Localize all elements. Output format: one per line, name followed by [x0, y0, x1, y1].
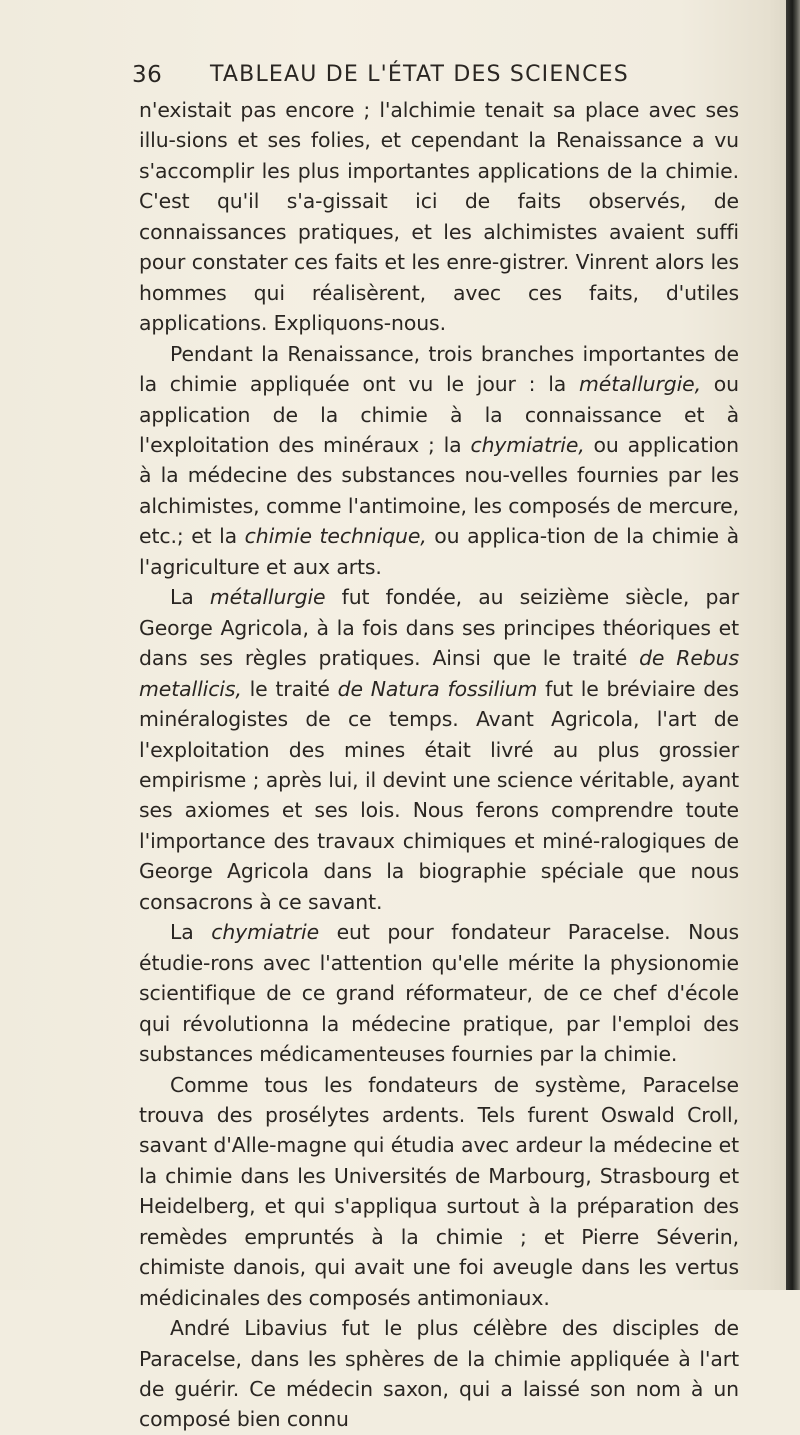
italic-term: de Natura fossilium	[337, 676, 538, 701]
paragraph	[139, 95, 739, 339]
paragraph	[139, 582, 739, 917]
text-run: eut pour fondateur Paracelse. Nous étudie-rons avec l'attention qu'elle mérite la physionomie scientifique de ce grand réformateur, de ce chef d'école qui révolutionna la médecine pratique, par l'emploi des substances médicamenteuses fournies par la chimie.	[139, 920, 739, 1067]
body-text	[139, 95, 739, 1435]
text-run: ou application à la médecine des substances nou-velles fournies par les alchimistes, comme l'antimoine, les composés de mercure, etc.; et la	[139, 432, 739, 549]
italic-term: chymiatrie	[211, 920, 320, 945]
text-run: fut le bréviaire des minéralogistes de ce temps. Avant Agricola, l'art de l'exploitation des mines était livré au plus grossier empirisme ; après lui, il devint une science véritable, ayant ses axiomes et ses lois. Nous ferons comprendre toute l'importance des travaux chimiques et miné-ralogiques de George Agricola dans la biographie spéciale que nous consacrons à ce savant.	[139, 676, 740, 914]
italic-term: métallurgie,	[579, 372, 701, 397]
text-run: fut fondée, au seizième siècle, par George Agricola, à la fois dans ses principes théoriques et dans ses règles pratiques. Ainsi que le traité	[139, 585, 739, 671]
italic-term: de Rebus metallicis,	[139, 646, 739, 701]
text-run: ou applica-tion de la chimie à l'agriculture et aux arts.	[139, 524, 739, 579]
italic-term: chimie technique,	[244, 524, 427, 549]
paragraph	[139, 917, 739, 1069]
book-binding-edge	[786, 0, 800, 1290]
page-number: 36	[132, 62, 163, 88]
text-run: n'existait pas encore ; l'alchimie tenait sa place avec ses illu-sions et ses folies, et cependant la Renaissance a vu s'accomplir les plus importantes applications de la chimie. C'est qu'il s'a-gissait ici de faits observés, de connaissances pratiques, et les alchimistes avaient suffi pour constater ces faits et les enre-gistrer. Vinrent alors les hommes qui réalisèrent, avec ces faits, d'utiles applications. Expliquons-nous.	[139, 98, 739, 336]
page-header	[132, 62, 752, 96]
paragraph	[139, 1313, 739, 1435]
text-run: André Libavius fut le plus célèbre des disciples de Paracelse, dans les sphères de la chimie appliquée à l'art de guérir. Ce médecin saxon, qui a laissé son nom à un composé bien connu	[139, 1316, 739, 1432]
text-run: La	[170, 585, 210, 610]
text-run: La	[170, 920, 212, 945]
running-title: TABLEAU DE L'ÉTAT DES SCIENCES	[210, 62, 629, 87]
text-run: le traité	[241, 676, 338, 701]
paragraph	[139, 1070, 739, 1314]
italic-term: chymiatrie,	[470, 432, 585, 457]
text-run: Comme tous les fondateurs de système, Paracelse trouva des prosélytes ardents. Tels furent Oswald Croll, savant d'Alle-magne qui étudia avec ardeur la médecine et la chimie dans les Universités de Marbourg, Strasbourg et Heidelberg, et qui s'appliqua surtout à la préparation des remèdes empruntés à la chimie ; et Pierre Séverin, chimiste danois, qui avait une foi aveugle dans les vertus médicinales des composés antimoniaux.	[139, 1072, 739, 1310]
text-run: ou application de la chimie à la connaissance et à l'exploitation des minéraux ; la	[139, 372, 739, 457]
text-run: Pendant la Renaissance, trois branches importantes de la chimie appliquée ont vu le jour : la	[139, 341, 739, 397]
paragraph	[139, 339, 739, 583]
italic-term: métallurgie	[209, 585, 326, 610]
